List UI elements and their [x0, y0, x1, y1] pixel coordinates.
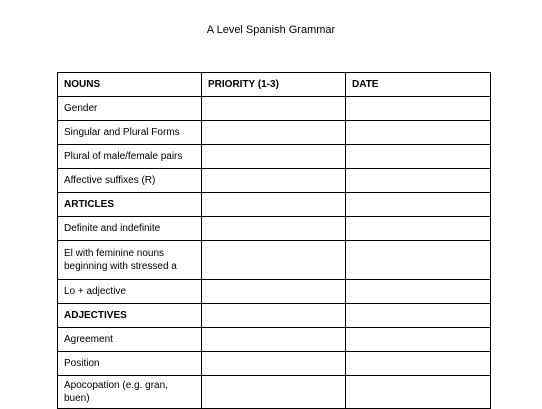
- topic-label: El with feminine nouns beginning with stressed a: [58, 241, 202, 280]
- topic-label: Gender: [58, 97, 202, 121]
- priority-cell[interactable]: [202, 217, 346, 241]
- topic-label: Position: [58, 352, 202, 376]
- table-body: [58, 97, 491, 409]
- table-row: [58, 376, 491, 409]
- header-nouns: NOUNS: [58, 73, 202, 97]
- priority-cell[interactable]: [202, 145, 346, 169]
- date-cell[interactable]: [346, 121, 491, 145]
- table-header-row: [58, 73, 491, 97]
- table-row: [58, 97, 491, 121]
- date-cell[interactable]: [346, 97, 491, 121]
- date-cell[interactable]: [346, 241, 491, 280]
- priority-cell[interactable]: [202, 121, 346, 145]
- date-cell[interactable]: [346, 193, 491, 217]
- priority-cell[interactable]: [202, 193, 346, 217]
- date-cell[interactable]: [346, 304, 491, 328]
- date-cell[interactable]: [346, 217, 491, 241]
- topic-label: Affective suffixes (R): [58, 169, 202, 193]
- date-cell[interactable]: [346, 169, 491, 193]
- table-row: [58, 121, 491, 145]
- table-row: [58, 241, 491, 280]
- date-cell[interactable]: [346, 376, 491, 409]
- table-row: [58, 169, 491, 193]
- topic-label: Definite and indefinite: [58, 217, 202, 241]
- table-row: [58, 352, 491, 376]
- table-row: [58, 280, 491, 304]
- priority-cell[interactable]: [202, 169, 346, 193]
- priority-cell[interactable]: [202, 376, 346, 409]
- topic-label: Agreement: [58, 328, 202, 352]
- document-title: A Level Spanish Grammar: [206, 24, 336, 36]
- priority-cell[interactable]: [202, 280, 346, 304]
- date-cell[interactable]: [346, 145, 491, 169]
- section-label: ARTICLES: [58, 193, 202, 217]
- table-row: [58, 145, 491, 169]
- topic-label: Singular and Plural Forms: [58, 121, 202, 145]
- section-row: [58, 304, 491, 328]
- table-row: [58, 328, 491, 352]
- topic-label: Plural of male/female pairs: [58, 145, 202, 169]
- date-cell[interactable]: [346, 280, 491, 304]
- priority-cell[interactable]: [202, 304, 346, 328]
- topic-label: Apocopation (e.g. gran, buen): [58, 376, 202, 409]
- grammar-table: [57, 72, 491, 409]
- table-row: [58, 217, 491, 241]
- topic-label: Lo + adjective: [58, 280, 202, 304]
- date-cell[interactable]: [346, 352, 491, 376]
- date-cell[interactable]: [346, 328, 491, 352]
- priority-cell[interactable]: [202, 97, 346, 121]
- priority-cell[interactable]: [202, 241, 346, 280]
- header-priority: PRIORITY (1-3): [202, 73, 346, 97]
- priority-cell[interactable]: [202, 328, 346, 352]
- header-date: DATE: [346, 73, 491, 97]
- section-label: ADJECTIVES: [58, 304, 202, 328]
- section-row: [58, 193, 491, 217]
- priority-cell[interactable]: [202, 352, 346, 376]
